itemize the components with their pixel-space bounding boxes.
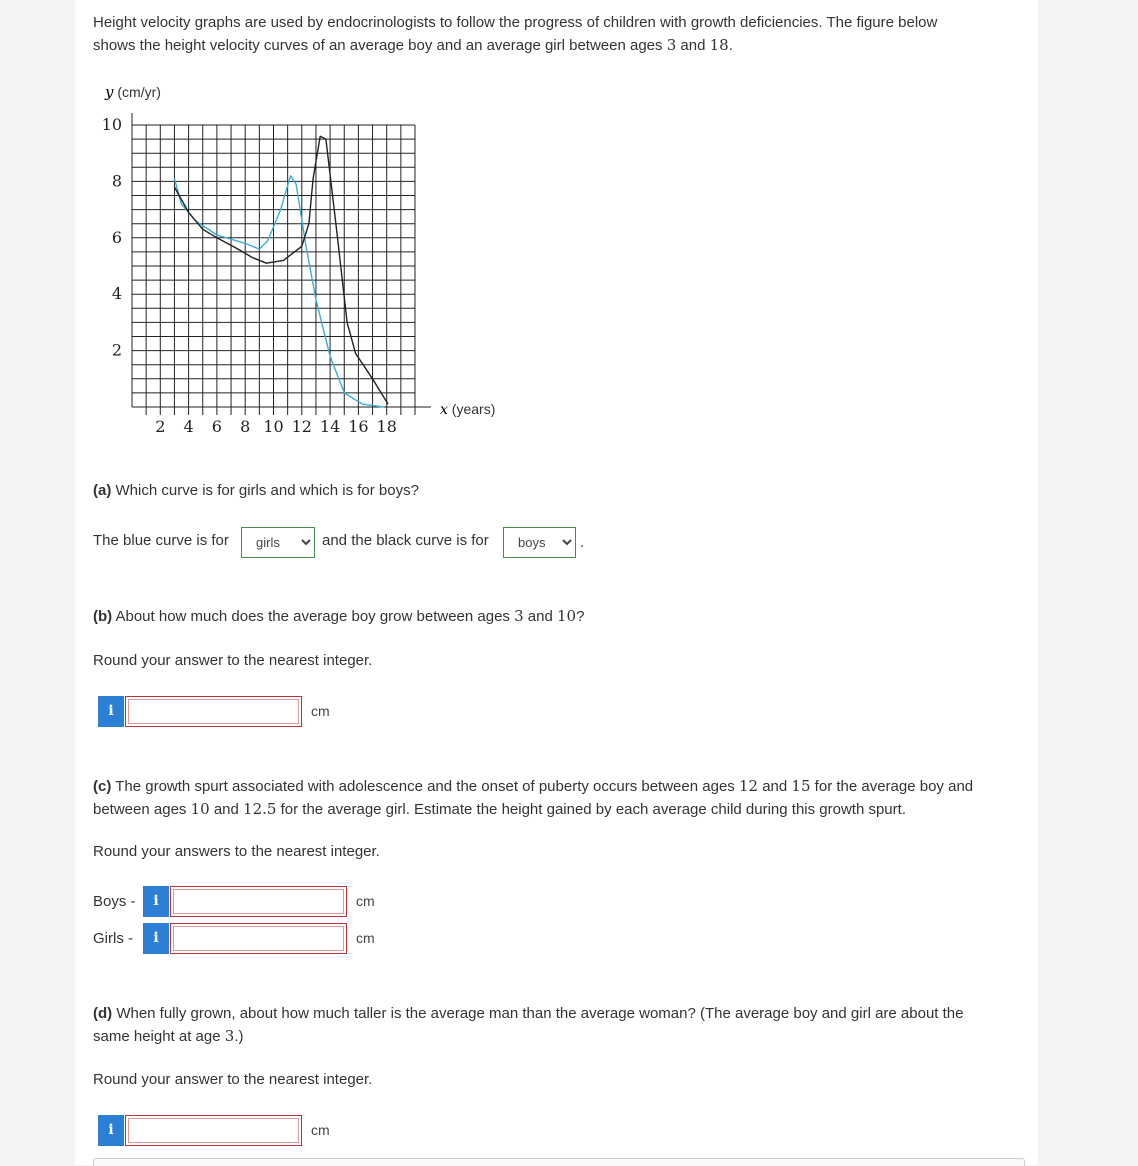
girls-curve-blue [174, 176, 384, 407]
part-d-info-icon[interactable]: i [98, 1115, 124, 1146]
girls-answer-input[interactable] [170, 923, 347, 954]
x-tick-label: 10 [263, 417, 284, 436]
intro-line-2: shows the height velocity curves of an average boy and an average girl between ages 3 and 18. [93, 36, 733, 54]
intro-text [93, 12, 1033, 57]
part-a-question: (a) Which curve is for girls and which is for boys? [93, 482, 419, 499]
y-tick-labels [102, 115, 122, 360]
black-curve-select[interactable] [503, 527, 576, 558]
chart-grid [132, 125, 415, 415]
x-tick-label: 14 [319, 417, 341, 436]
y-tick-label: 2 [111, 340, 122, 360]
x-axis-label: x (years) [440, 401, 496, 418]
part-c-question: (c) The growth spurt associated with adolescence and the onset of puberty occurs between ages 12 and 15 for the average boy and between ages 10 and 12.5 for the average girl. Estimate the height gained by each average child during this growth spurt. [93, 777, 974, 818]
girls-info-icon[interactable]: i [143, 923, 169, 954]
y-tick-label: 4 [111, 284, 122, 304]
chart-series [174, 136, 388, 407]
chart-axes [132, 113, 431, 407]
boys-unit: cm [356, 893, 375, 909]
x-tick-label: 12 [291, 417, 312, 436]
boys-info-icon[interactable]: i [143, 886, 169, 917]
y-tick-label: 8 [111, 171, 122, 191]
part-d-question: (d) When fully grown, about how much taller is the average man than the average woman? (The average boy and girl are about the same height at age 3.) [93, 1005, 964, 1045]
part-b-unit: cm [311, 703, 330, 719]
part-a-sentence-end: . [580, 534, 585, 551]
part-d-unit: cm [311, 1122, 330, 1138]
girls-label: Girls - [93, 930, 133, 947]
part-b-question: (b) About how much does the average boy grow between ages 3 and 10? [93, 607, 585, 625]
girls-unit: cm [356, 930, 375, 946]
boys-answer-input[interactable] [170, 886, 347, 917]
part-b-info-icon[interactable]: i [98, 696, 124, 727]
y-tick-label: 6 [111, 227, 122, 247]
y-tick-label: 10 [101, 115, 122, 134]
part-a-sentence-start: The blue curve is for [93, 532, 229, 549]
part-a-sentence-mid: and the black curve is for [322, 532, 489, 549]
x-tick-label: 6 [211, 417, 222, 436]
y-axis-label: y (cm/yr) [105, 83, 161, 101]
x-tick-label: 16 [348, 417, 369, 436]
part-b-answer-input[interactable] [125, 696, 302, 727]
x-tick-label: 4 [183, 417, 194, 436]
x-tick-label: 18 [376, 417, 397, 436]
x-tick-label: 2 [155, 417, 166, 436]
part-d-round-note: Round your answer to the nearest integer. [93, 1071, 373, 1088]
part-c-round-note: Round your answers to the nearest integer. [93, 843, 380, 860]
part-d-answer-input[interactable] [125, 1115, 302, 1146]
boys-label: Boys - [93, 893, 136, 910]
x-tick-label: 8 [240, 417, 251, 436]
part-b-round-note: Round your answer to the nearest integer. [93, 652, 373, 669]
blue-curve-select[interactable] [241, 527, 315, 558]
height-velocity-chart [90, 75, 520, 445]
x-tick-labels [155, 417, 397, 436]
boys-curve-black [174, 136, 388, 404]
intro-line-1: Height velocity graphs are used by endocrinologists to follow the progress of children with growth deficiencies. The figure below [93, 14, 938, 31]
